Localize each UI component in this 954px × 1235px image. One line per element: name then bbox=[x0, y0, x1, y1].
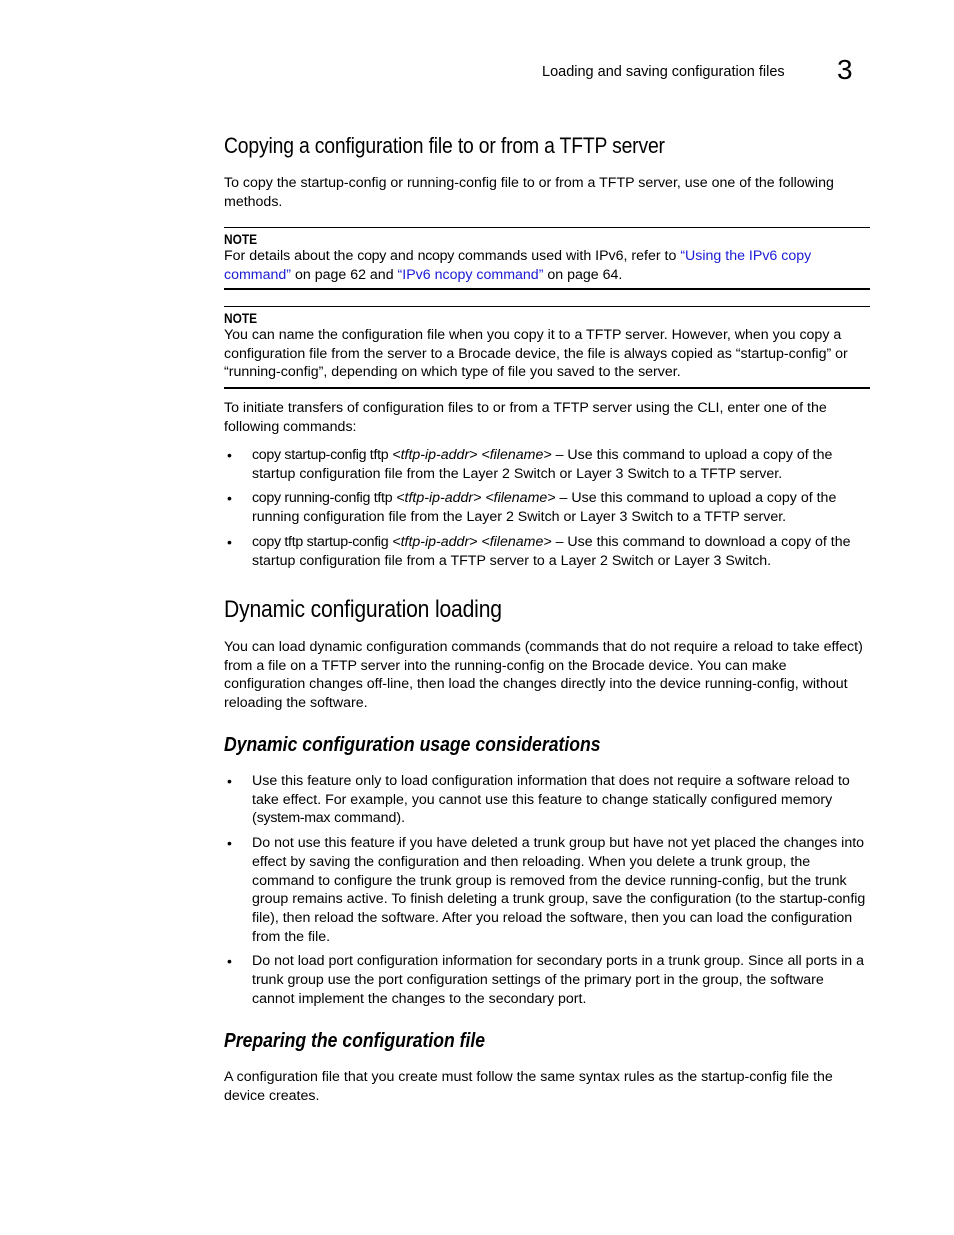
list-item-text: Use this feature only to load configuration information that does not require a software reload to take effect. For example, you cannot use this feature to change statically configured memory ( bbox=[252, 773, 850, 827]
section-title-tftp: Copying a configuration file to or from a TFTP server bbox=[224, 133, 665, 158]
command-arg: <tftp-ip-addr> bbox=[392, 447, 478, 463]
link-ipv6-ncopy[interactable]: “IPv6 ncopy command” bbox=[397, 266, 544, 283]
bullet-icon: • bbox=[227, 490, 232, 507]
list-item-text: Do not use this feature if you have deleted a trunk group but have not yet placed the changes into effect by saving the configuration and then reloading. When you delete a trunk group, the command to configure the trunk group is removed from the device running-config, but the trunk group remains active. To finish deleting a trunk group, save the configuration (to the startup-config file), then reload the software. After you reload the software, then you can load the configuration from the file. bbox=[252, 835, 866, 945]
command-desc: – Use this command to download a copy of the startup configuration file from a TFTP server to a Layer 2 Switch or Layer 3 Switch. bbox=[252, 533, 851, 569]
command-system-max: system-max bbox=[256, 810, 331, 827]
command-arg: <tftp-ip-addr> bbox=[392, 533, 478, 550]
command-arg: <filename> bbox=[481, 447, 552, 463]
section-title-dynamic: Dynamic configuration loading bbox=[224, 596, 502, 623]
list-item bbox=[224, 533, 870, 570]
command-desc: – Use this command to upload a copy of the startup configuration file from the Layer 2 Switch or Layer 3 Switch to a TFTP server. bbox=[252, 447, 833, 482]
considerations-list bbox=[224, 772, 870, 1008]
bullet-icon: • bbox=[227, 835, 232, 852]
command-name: copy running-config tftp bbox=[252, 490, 393, 507]
command-arg: <tftp-ip-addr> bbox=[396, 490, 482, 507]
note-label: NOTE bbox=[224, 231, 258, 247]
preparing-text: A configuration file that you create must follow the same syntax rules as the startup-config file the device creates. bbox=[224, 1069, 833, 1104]
note-text-part: on page 64. bbox=[543, 266, 623, 283]
note-text: You can name the configuration file when you copy it to a TFTP server. However, when you copy a configuration file from the server to a Brocade device, the file is always copied as “startup-config” or “running-config”, depending on which type of file you saved to the server. bbox=[224, 327, 848, 381]
command-copy: copy bbox=[357, 248, 387, 264]
subsection-title-considerations: Dynamic configuration usage considerations bbox=[224, 734, 601, 756]
section-intro-tftp: To copy the startup-config or running-config file to or from a TFTP server, use one of the following methods. bbox=[224, 175, 834, 210]
command-arg: <filename> bbox=[485, 490, 556, 507]
section-intro-dynamic: You can load dynamic configuration commands (commands that do not require a reload to take effect) from a file on a TFTP server into the running-config on the Brocade device. You can make configuration changes off-line, then load the changes directly into the device running-config, without reloading the software. bbox=[224, 639, 863, 712]
chapter-number: 3 bbox=[837, 54, 853, 85]
list-item bbox=[224, 834, 870, 946]
bullet-icon: • bbox=[227, 773, 232, 789]
bullet-icon: • bbox=[227, 447, 232, 463]
command-arg: <filename> bbox=[481, 533, 552, 550]
subsection-title-preparing: Preparing the configuration file bbox=[224, 1030, 486, 1052]
bullet-icon: • bbox=[227, 533, 232, 550]
list-item-text: Do not load port configuration information for secondary ports in a trunk group. Since all ports in a trunk group use the port configuration settings of the primary port in the group, the software cannot implement the changes to the secondary port. bbox=[252, 953, 864, 1007]
command-desc: – Use this command to upload a copy of the running configuration file from the Layer 2 Switch or Layer 3 Switch to a TFTP server. bbox=[252, 490, 837, 526]
command-list bbox=[224, 446, 870, 570]
cli-intro: To initiate transfers of configuration files to or from a TFTP server using the CLI, enter one of the following commands: bbox=[224, 400, 827, 435]
command-ncopy: ncopy bbox=[417, 248, 454, 264]
note-text-part: and bbox=[386, 248, 418, 264]
list-item bbox=[224, 952, 870, 1008]
list-item bbox=[224, 489, 870, 526]
list-item-text: command). bbox=[330, 810, 406, 827]
note-file-naming bbox=[224, 306, 870, 389]
note-text-part: commands used with IPv6, refer to bbox=[454, 248, 681, 264]
note-ipv6 bbox=[224, 227, 870, 290]
note-label: NOTE bbox=[224, 310, 258, 326]
bullet-icon: • bbox=[227, 953, 232, 970]
list-item bbox=[224, 772, 870, 828]
running-header: Loading and saving configuration files bbox=[542, 64, 785, 80]
note-text-part: For details about the bbox=[224, 248, 358, 264]
note-text bbox=[224, 247, 870, 284]
command-name: copy startup-config tftp bbox=[252, 447, 389, 463]
list-item bbox=[224, 446, 870, 483]
command-name: copy tftp startup-config bbox=[252, 533, 389, 550]
link-ipv6-copy[interactable]: “Using the IPv6 copy command” bbox=[224, 248, 812, 283]
note-text-part: on page 62 and bbox=[291, 266, 398, 283]
